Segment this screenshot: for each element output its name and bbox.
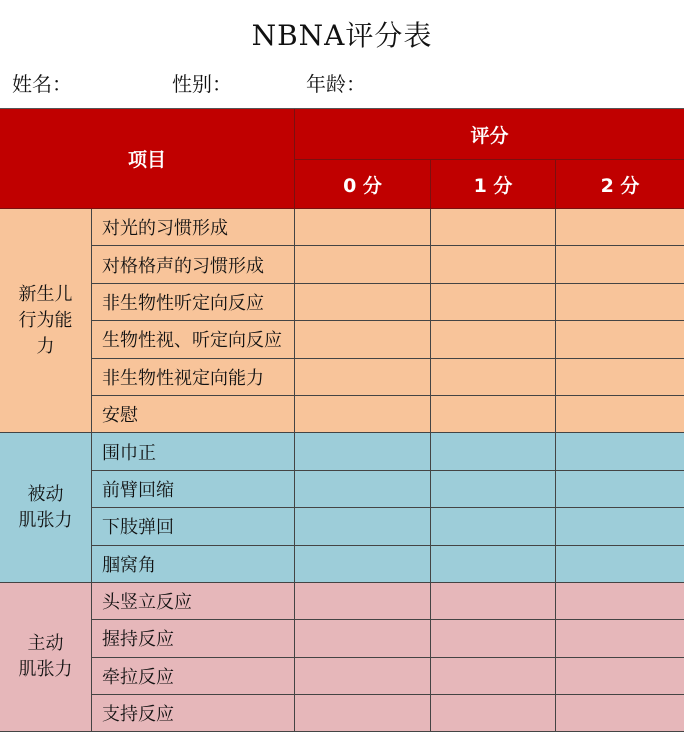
score-cell[interactable] bbox=[295, 433, 431, 470]
score-cell[interactable] bbox=[295, 620, 431, 657]
age-label: 年龄： bbox=[306, 72, 366, 96]
score-cell[interactable] bbox=[431, 695, 556, 732]
score-cell[interactable] bbox=[556, 620, 684, 657]
score-cell[interactable] bbox=[556, 359, 684, 396]
score-cell[interactable] bbox=[295, 471, 431, 508]
score-cell[interactable] bbox=[556, 284, 684, 321]
score-cell[interactable] bbox=[556, 321, 684, 358]
score-cell[interactable] bbox=[556, 546, 684, 583]
score-cell[interactable] bbox=[431, 658, 556, 695]
score-cell[interactable] bbox=[431, 508, 556, 545]
score-header: 评分 bbox=[295, 109, 684, 160]
score-cell[interactable] bbox=[556, 246, 684, 283]
score-cell[interactable] bbox=[295, 695, 431, 732]
score-cell[interactable] bbox=[295, 546, 431, 583]
item-row: 非生物性听定向反应 bbox=[92, 284, 295, 321]
item-row: 非生物性视定向能力 bbox=[92, 359, 295, 396]
item-row: 头竖立反应 bbox=[92, 583, 295, 620]
score-cell[interactable] bbox=[295, 209, 431, 246]
score-cell[interactable] bbox=[431, 583, 556, 620]
score-cell[interactable] bbox=[431, 620, 556, 657]
score-cell[interactable] bbox=[556, 209, 684, 246]
score-cell[interactable] bbox=[556, 583, 684, 620]
item-row: 围巾正 bbox=[92, 433, 295, 470]
item-row: 支持反应 bbox=[92, 695, 295, 732]
item-row: 对格格声的习惯形成 bbox=[92, 246, 295, 283]
score-cell[interactable] bbox=[431, 396, 556, 433]
category-passive-tone: 被动 肌张力 bbox=[0, 433, 92, 583]
score-table bbox=[0, 108, 684, 732]
item-row: 牵拉反应 bbox=[92, 658, 295, 695]
score-cell[interactable] bbox=[431, 546, 556, 583]
score-cell[interactable] bbox=[295, 658, 431, 695]
score-cell[interactable] bbox=[295, 246, 431, 283]
score-cell[interactable] bbox=[556, 433, 684, 470]
score-cell[interactable] bbox=[295, 321, 431, 358]
item-row: 对光的习惯形成 bbox=[92, 209, 295, 246]
score-cell[interactable] bbox=[431, 321, 556, 358]
score-cell[interactable] bbox=[431, 359, 556, 396]
score-col-2: 2 分 bbox=[556, 160, 684, 209]
score-cell[interactable] bbox=[295, 583, 431, 620]
item-row: 握持反应 bbox=[92, 620, 295, 657]
item-row: 腘窝角 bbox=[92, 546, 295, 583]
score-cell[interactable] bbox=[431, 246, 556, 283]
score-cell[interactable] bbox=[295, 284, 431, 321]
category-active-tone: 主动 肌张力 bbox=[0, 583, 92, 732]
score-cell[interactable] bbox=[295, 359, 431, 396]
item-row: 前臂回缩 bbox=[92, 471, 295, 508]
score-cell[interactable] bbox=[556, 508, 684, 545]
score-cell[interactable] bbox=[431, 284, 556, 321]
score-cell[interactable] bbox=[556, 471, 684, 508]
score-cell[interactable] bbox=[431, 471, 556, 508]
category-behavior: 新生儿 行为能 力 bbox=[0, 209, 92, 433]
score-col-0: 0 分 bbox=[295, 160, 431, 209]
score-cell[interactable] bbox=[556, 396, 684, 433]
item-header: 项目 bbox=[0, 109, 295, 209]
name-label: 姓名： bbox=[12, 72, 72, 96]
item-row: 生物性视、听定向反应 bbox=[92, 321, 295, 358]
score-col-1: 1 分 bbox=[431, 160, 556, 209]
score-cell[interactable] bbox=[556, 658, 684, 695]
item-row: 下肢弹回 bbox=[92, 508, 295, 545]
page-title: NBNA评分表 bbox=[251, 19, 433, 52]
score-cell[interactable] bbox=[431, 209, 556, 246]
item-row: 安慰 bbox=[92, 396, 295, 433]
gender-label: 性别： bbox=[172, 72, 232, 96]
score-cell[interactable] bbox=[295, 508, 431, 545]
score-cell[interactable] bbox=[556, 695, 684, 732]
score-cell[interactable] bbox=[295, 396, 431, 433]
score-cell[interactable] bbox=[431, 433, 556, 470]
